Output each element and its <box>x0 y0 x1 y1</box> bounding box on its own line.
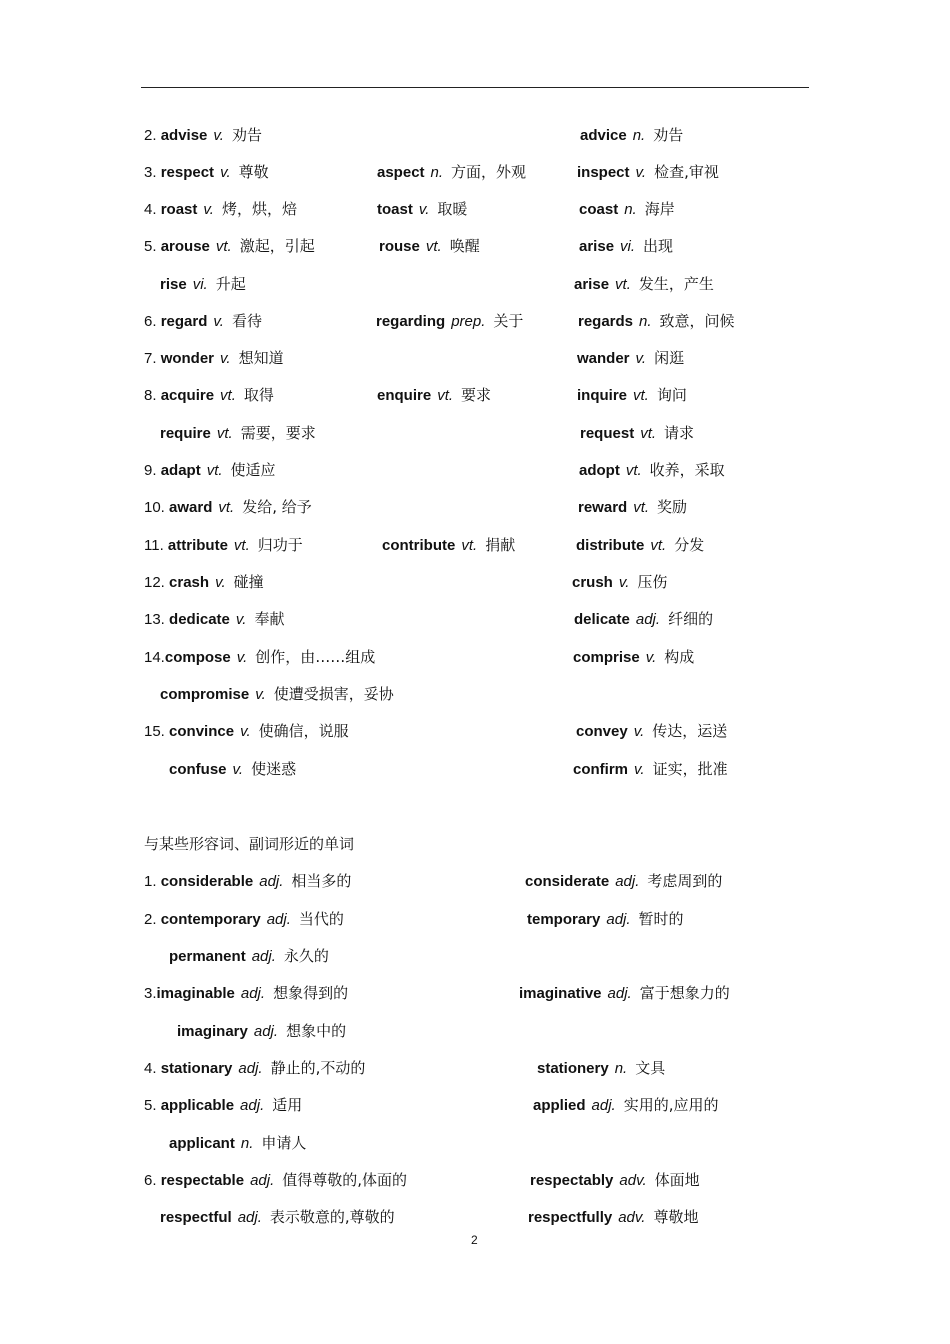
entry-part-of-speech: n. <box>614 1060 628 1077</box>
entry-part-of-speech: adj. <box>253 1023 279 1040</box>
entry-meaning: 请求 <box>664 424 695 442</box>
vocab-row <box>0 981 950 1005</box>
entry-part-of-speech: vt. <box>633 499 650 516</box>
vocab-row <box>0 197 950 221</box>
entry-number: 10. <box>144 499 170 516</box>
vocab-entry <box>144 309 262 334</box>
entry-word: imaginable <box>156 985 235 1002</box>
entry-word: enquire <box>377 387 432 404</box>
vocab-row <box>0 869 950 893</box>
vocab-row <box>0 495 950 519</box>
entry-part-of-speech: prep. <box>451 313 486 330</box>
vocab-entry <box>577 160 719 185</box>
vocab-entry <box>579 458 725 483</box>
vocab-entry <box>573 757 728 782</box>
entry-part-of-speech: v. <box>203 201 214 218</box>
vocab-entry <box>144 719 349 744</box>
vocab-row <box>0 383 950 407</box>
vocab-entry <box>144 869 351 894</box>
entry-word: regard <box>160 313 208 330</box>
entry-part-of-speech: v. <box>645 649 657 666</box>
vocab-entry <box>377 197 467 222</box>
entry-part-of-speech: n. <box>240 1135 254 1152</box>
entry-part-of-speech: v. <box>236 649 248 666</box>
entry-word: imaginative <box>519 985 602 1002</box>
vocab-row <box>0 421 950 445</box>
entry-word: attribute <box>167 537 228 554</box>
vocab-entry <box>579 197 675 222</box>
entry-meaning: 激起，引起 <box>239 237 315 255</box>
entry-word: compromise <box>160 686 250 703</box>
vocab-entry <box>576 533 704 558</box>
entry-part-of-speech: n. <box>639 313 652 330</box>
vocab-entry <box>579 234 673 259</box>
vocab-entry <box>574 607 713 632</box>
vocab-row <box>0 682 950 706</box>
vocab-row <box>0 607 950 631</box>
entry-part-of-speech: vi. <box>192 276 208 293</box>
entry-word: delicate <box>574 611 630 628</box>
entry-part-of-speech: v. <box>220 350 231 367</box>
entry-word: applied <box>533 1097 586 1114</box>
entry-word: wander <box>577 350 630 367</box>
entry-part-of-speech: adj. <box>238 1060 263 1077</box>
entry-meaning: 暂时的 <box>638 910 684 928</box>
entry-part-of-speech: v. <box>618 574 630 591</box>
vocab-entry <box>169 1131 306 1156</box>
entry-word: contemporary <box>160 911 261 928</box>
entry-part-of-speech: vt. <box>425 238 442 255</box>
entry-meaning: 捐献 <box>485 536 516 554</box>
vocab-entry <box>144 458 276 483</box>
entry-number: 3. <box>144 985 157 1002</box>
entry-number: 6. <box>144 313 161 330</box>
vocab-row <box>0 1168 950 1192</box>
entry-word: arise <box>574 276 610 293</box>
entry-word: toast <box>377 201 413 218</box>
entry-meaning: 方面，外观 <box>451 163 527 181</box>
entry-part-of-speech: v. <box>213 127 224 144</box>
entry-meaning: 使确信，说服 <box>258 722 349 740</box>
vocab-entry <box>530 1168 700 1193</box>
vocab-entry <box>144 160 269 185</box>
vocab-entry <box>376 309 523 334</box>
vocab-entry <box>377 383 491 408</box>
entry-part-of-speech: adv. <box>618 1209 646 1226</box>
entry-part-of-speech: vi. <box>620 238 636 255</box>
entry-word: respect <box>160 164 215 181</box>
vocab-entry <box>577 383 687 408</box>
entry-part-of-speech: n. <box>624 201 637 218</box>
entry-part-of-speech: v. <box>240 723 251 740</box>
entry-part-of-speech: adj. <box>606 911 631 928</box>
entry-meaning: 询问 <box>656 386 687 404</box>
entry-word: aspect <box>377 164 425 181</box>
vocab-row <box>0 309 950 333</box>
entry-part-of-speech: adj. <box>635 611 661 628</box>
entry-meaning: 想象得到的 <box>273 984 349 1002</box>
entry-word: advice <box>580 127 627 144</box>
entry-meaning: 发生，产生 <box>638 275 714 293</box>
entry-word: roast <box>160 201 198 218</box>
vocab-row <box>0 907 950 931</box>
entry-meaning: 考虑周到的 <box>647 872 723 890</box>
entry-part-of-speech: v. <box>235 611 247 628</box>
entry-part-of-speech: vt. <box>218 499 235 516</box>
entry-meaning: 当代的 <box>298 910 344 928</box>
vocab-entry <box>573 645 694 670</box>
vocab-entry <box>144 383 274 408</box>
vocab-row <box>0 1093 950 1117</box>
entry-meaning: 劝告 <box>231 126 262 144</box>
vocab-row <box>0 533 950 557</box>
entry-meaning: 尊敬 <box>238 163 269 181</box>
vocab-entry <box>382 533 515 558</box>
entry-meaning: 海岸 <box>644 200 675 218</box>
vocab-entry <box>144 981 348 1006</box>
entry-word: confuse <box>169 761 227 778</box>
entry-word: comprise <box>573 649 640 666</box>
entry-word: permanent <box>169 948 246 965</box>
vocab-entry <box>377 160 526 185</box>
vocab-row <box>0 160 950 184</box>
entry-word: considerate <box>525 873 610 890</box>
entry-meaning: 看待 <box>231 312 262 330</box>
entry-part-of-speech: vt. <box>633 387 649 404</box>
entry-number: 5. <box>144 238 161 255</box>
entry-meaning: 关于 <box>493 312 524 330</box>
entry-meaning: 奖励 <box>657 498 688 516</box>
entry-number: 4. <box>144 1060 161 1077</box>
entry-part-of-speech: v. <box>220 164 231 181</box>
entry-word: rouse <box>379 238 420 255</box>
vocab-row <box>0 944 950 968</box>
vocab-entry <box>580 421 694 446</box>
entry-meaning: 升起 <box>215 275 246 293</box>
vocab-row <box>0 234 950 258</box>
vocab-entry <box>177 1019 346 1044</box>
vocab-entry <box>169 944 329 969</box>
entry-meaning: 创作，由……组成 <box>255 648 376 666</box>
entry-word: reward <box>578 499 628 516</box>
entry-word: considerable <box>160 873 254 890</box>
entry-part-of-speech: vt. <box>615 276 631 293</box>
entry-meaning: 适用 <box>272 1096 303 1114</box>
vocab-row <box>0 1131 950 1155</box>
vocab-row <box>0 346 950 370</box>
entry-meaning: 出现 <box>643 237 674 255</box>
entry-part-of-speech: v. <box>633 723 645 740</box>
section-heading: 与某些形容词、副词形近的单词 <box>144 835 355 853</box>
entry-meaning: 使迷惑 <box>251 760 297 778</box>
entry-part-of-speech: v. <box>255 686 266 703</box>
entry-number: 3. <box>144 164 161 181</box>
entry-meaning: 劝告 <box>653 126 684 144</box>
entry-part-of-speech: vt. <box>640 425 657 442</box>
entry-meaning: 相当多的 <box>291 872 352 890</box>
entry-meaning: 传达，运送 <box>652 722 728 740</box>
entry-word: respectable <box>160 1172 245 1189</box>
entry-meaning: 构成 <box>664 648 695 666</box>
entry-meaning: 奉献 <box>254 610 285 628</box>
header-rule <box>141 87 809 88</box>
entry-word: advise <box>160 127 208 144</box>
entry-word: require <box>160 425 211 442</box>
entry-meaning: 富于想象力的 <box>639 984 730 1002</box>
entry-number: 4. <box>144 201 161 218</box>
vocab-entry <box>144 533 303 558</box>
vocab-entry <box>144 645 375 670</box>
vocab-entry <box>144 346 284 371</box>
entry-meaning: 静止的,不动的 <box>270 1059 366 1077</box>
entry-meaning: 证实，批准 <box>652 760 728 778</box>
entry-part-of-speech: adj. <box>259 873 284 890</box>
entry-number: 8. <box>144 387 161 404</box>
entry-meaning: 想知道 <box>238 349 284 367</box>
entry-meaning: 归功于 <box>257 536 303 554</box>
entry-part-of-speech: adj. <box>250 1172 275 1189</box>
vocab-row <box>0 458 950 482</box>
entry-meaning: 使遭受损害，妥协 <box>273 685 394 703</box>
entry-word: crash <box>169 574 210 591</box>
entry-part-of-speech: v. <box>635 164 647 181</box>
entry-number: 15. <box>144 723 170 740</box>
entry-meaning: 想象中的 <box>286 1022 347 1040</box>
vocab-entry <box>537 1056 665 1081</box>
entry-part-of-speech: adj. <box>240 985 266 1002</box>
entry-word: inspect <box>577 164 630 181</box>
entry-word: applicable <box>160 1097 235 1114</box>
entry-word: adopt <box>579 462 620 479</box>
entry-meaning: 烤，烘，焙 <box>221 200 297 218</box>
entry-number: 14. <box>144 649 165 666</box>
entry-word: convince <box>169 723 235 740</box>
entry-word: inquire <box>577 387 628 404</box>
entry-meaning: 实用的,应用的 <box>623 1096 719 1114</box>
entry-word: respectably <box>530 1172 614 1189</box>
entry-number: 11. <box>144 537 168 554</box>
entry-word: rise <box>160 276 187 293</box>
entry-word: temporary <box>527 911 601 928</box>
entry-meaning: 纤细的 <box>668 610 714 628</box>
entry-part-of-speech: adj. <box>607 985 632 1002</box>
entry-part-of-speech: adj. <box>237 1209 262 1226</box>
entry-meaning: 永久的 <box>283 947 329 965</box>
entry-number: 12. <box>144 574 170 591</box>
vocab-entry <box>578 495 687 520</box>
entry-part-of-speech: v. <box>213 313 224 330</box>
entry-number: 7. <box>144 350 161 367</box>
entry-part-of-speech: vt. <box>625 462 642 479</box>
entry-part-of-speech: v. <box>418 201 430 218</box>
vocab-entry <box>144 234 315 259</box>
entry-word: adapt <box>160 462 201 479</box>
entry-word: contribute <box>382 537 456 554</box>
entry-part-of-speech: adj. <box>591 1097 616 1114</box>
vocab-entry <box>527 907 684 932</box>
vocab-entry <box>519 981 730 1006</box>
entry-word: applicant <box>169 1135 235 1152</box>
entry-number: 1. <box>144 873 161 890</box>
entry-meaning: 文具 <box>635 1059 666 1077</box>
entry-part-of-speech: v. <box>215 574 226 591</box>
entry-word: arise <box>579 238 615 255</box>
entry-meaning: 需要，要求 <box>240 424 316 442</box>
entry-meaning: 检查,审视 <box>654 163 719 181</box>
vocab-entry <box>533 1093 718 1118</box>
entry-word: imaginary <box>177 1023 248 1040</box>
vocab-entry <box>572 570 667 595</box>
entry-word: compose <box>164 649 231 666</box>
entry-meaning: 唤醒 <box>449 237 480 255</box>
entry-part-of-speech: n. <box>430 164 444 181</box>
vocab-row <box>0 645 950 669</box>
entry-meaning: 值得尊敬的,体面的 <box>282 1171 408 1189</box>
entry-part-of-speech: vt. <box>233 537 250 554</box>
entry-part-of-speech: vt. <box>437 387 454 404</box>
vocab-entry <box>580 123 683 148</box>
entry-meaning: 压伤 <box>637 573 668 591</box>
vocab-row <box>0 570 950 594</box>
vocab-entry <box>160 1205 395 1230</box>
vocab-entry <box>169 757 296 782</box>
entry-meaning: 分发 <box>674 536 705 554</box>
vocab-row <box>0 1205 950 1229</box>
entry-part-of-speech: v. <box>635 350 647 367</box>
entry-word: confirm <box>573 761 629 778</box>
vocab-entry <box>144 495 312 520</box>
entry-meaning: 体面地 <box>654 1171 700 1189</box>
vocab-entry <box>528 1205 698 1230</box>
entry-word: stationery <box>537 1060 609 1077</box>
entry-number: 13. <box>144 611 170 628</box>
entry-meaning: 发给, 给予 <box>242 498 312 516</box>
vocab-entry <box>578 309 735 334</box>
entry-meaning: 碰撞 <box>233 573 264 591</box>
vocab-row <box>0 719 950 743</box>
entry-word: respectfully <box>528 1209 613 1226</box>
entry-word: coast <box>579 201 619 218</box>
entry-meaning: 致意，问候 <box>659 312 735 330</box>
page-number: 2 <box>471 1233 478 1247</box>
entry-word: respectful <box>160 1209 232 1226</box>
entry-word: regards <box>578 313 634 330</box>
entry-part-of-speech: adj. <box>615 873 640 890</box>
entry-part-of-speech: adv. <box>619 1172 647 1189</box>
entry-part-of-speech: v. <box>634 761 645 778</box>
vocab-entry <box>144 1093 302 1118</box>
vocab-entry <box>576 719 727 744</box>
entry-meaning: 申请人 <box>261 1134 307 1152</box>
entry-part-of-speech: adj. <box>240 1097 265 1114</box>
entry-part-of-speech: adj. <box>251 948 276 965</box>
entry-part-of-speech: vt. <box>215 238 232 255</box>
entry-number: 2. <box>144 127 161 144</box>
entry-part-of-speech: vt. <box>650 537 667 554</box>
vocab-entry <box>525 869 722 894</box>
vocab-row <box>0 272 950 296</box>
entry-word: crush <box>572 574 613 591</box>
entry-word: regarding <box>376 313 446 330</box>
vocab-row <box>0 123 950 147</box>
vocab-entry <box>160 682 394 707</box>
entry-word: acquire <box>160 387 215 404</box>
entry-number: 5. <box>144 1097 161 1114</box>
entry-word: stationary <box>160 1060 233 1077</box>
entry-word: request <box>580 425 635 442</box>
entry-meaning: 闲逛 <box>654 349 685 367</box>
vocab-entry <box>160 421 316 446</box>
entry-meaning: 尊敬地 <box>653 1208 699 1226</box>
entry-number: 2. <box>144 911 161 928</box>
entry-word: award <box>169 499 213 516</box>
vocab-entry <box>144 197 297 222</box>
entry-part-of-speech: n. <box>632 127 646 144</box>
entry-part-of-speech: vt. <box>461 537 478 554</box>
vocab-row <box>0 1019 950 1043</box>
entry-number: 9. <box>144 462 161 479</box>
entry-word: distribute <box>576 537 645 554</box>
vocab-entry <box>144 570 264 595</box>
vocab-entry <box>144 607 284 632</box>
entry-part-of-speech: v. <box>232 761 244 778</box>
vocab-entry <box>144 123 262 148</box>
entry-meaning: 使适应 <box>230 461 276 479</box>
vocab-entry <box>379 234 480 259</box>
entry-part-of-speech: vt. <box>220 387 236 404</box>
entry-part-of-speech: adj. <box>266 911 291 928</box>
vocab-entry <box>144 907 344 932</box>
entry-word: arouse <box>160 238 210 255</box>
entry-word: wonder <box>160 350 215 367</box>
entry-word: dedicate <box>169 611 230 628</box>
entry-meaning: 要求 <box>461 386 492 404</box>
entry-meaning: 表示敬意的,尊敬的 <box>269 1208 395 1226</box>
vocab-entry <box>144 1168 407 1193</box>
vocab-entry <box>144 1056 365 1081</box>
vocab-entry <box>577 346 684 371</box>
entry-meaning: 取得 <box>243 386 274 404</box>
entry-meaning: 收养，采取 <box>649 461 725 479</box>
vocab-row <box>0 1056 950 1080</box>
entry-meaning: 取暖 <box>437 200 468 218</box>
entry-part-of-speech: vt. <box>216 425 233 442</box>
vocab-row <box>0 757 950 781</box>
entry-word: convey <box>576 723 628 740</box>
entry-part-of-speech: vt. <box>206 462 223 479</box>
entry-number: 6. <box>144 1172 161 1189</box>
vocab-entry <box>574 272 714 297</box>
vocab-entry <box>160 272 246 297</box>
